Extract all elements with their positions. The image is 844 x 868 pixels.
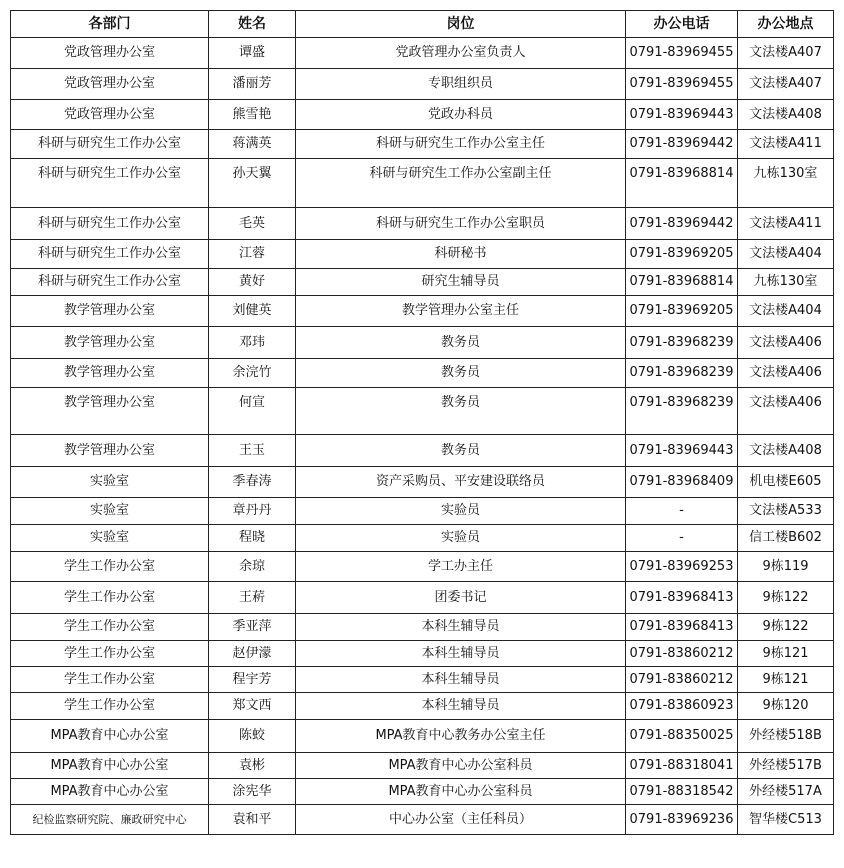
cell-department: 教学管理办公室	[11, 359, 209, 388]
cell-name: 邓玮	[209, 327, 296, 359]
cell-department: 学生工作办公室	[11, 667, 209, 693]
table-row	[11, 435, 834, 467]
cell-name: 王玉	[209, 435, 296, 467]
table-row	[11, 359, 834, 388]
cell-department: 教学管理办公室	[11, 388, 209, 435]
cell-location: 9栋121	[738, 641, 834, 667]
cell-department: 党政管理办公室	[11, 69, 209, 100]
cell-phone: 0791-83969205	[626, 296, 738, 327]
staff-directory	[10, 10, 834, 835]
cell-phone: 0791-83969205	[626, 240, 738, 269]
cell-location: 外经楼518B	[738, 720, 834, 753]
cell-location: 文法楼A408	[738, 100, 834, 130]
cell-position: 党政办科员	[296, 100, 626, 130]
table-row	[11, 641, 834, 667]
table-row	[11, 240, 834, 269]
cell-name: 江蓉	[209, 240, 296, 269]
cell-department: 纪检监察研究院、廉政研究中心	[11, 805, 209, 835]
table-row	[11, 130, 834, 159]
table-row	[11, 582, 834, 614]
cell-position: 教务员	[296, 359, 626, 388]
cell-position: 科研与研究生工作办公室职员	[296, 208, 626, 240]
cell-phone: -	[626, 525, 738, 552]
cell-position: 教学管理办公室主任	[296, 296, 626, 327]
cell-name: 孙天翼	[209, 159, 296, 208]
table-row	[11, 159, 834, 208]
header-location: 办公地点	[738, 11, 834, 38]
cell-phone: 0791-83969443	[626, 435, 738, 467]
cell-department: 科研与研究生工作办公室	[11, 208, 209, 240]
cell-location: 9栋120	[738, 693, 834, 720]
cell-phone: 0791-83860212	[626, 641, 738, 667]
cell-name: 程晓	[209, 525, 296, 552]
cell-name: 毛英	[209, 208, 296, 240]
cell-position: 科研与研究生工作办公室主任	[296, 130, 626, 159]
cell-department: MPA教育中心办公室	[11, 720, 209, 753]
cell-department: 科研与研究生工作办公室	[11, 269, 209, 296]
cell-location: 文法楼A411	[738, 208, 834, 240]
cell-department: 实验室	[11, 467, 209, 498]
cell-location: 9栋122	[738, 582, 834, 614]
cell-department: 实验室	[11, 498, 209, 525]
cell-name: 季亚萍	[209, 614, 296, 641]
cell-position: 教务员	[296, 327, 626, 359]
header-name: 姓名	[209, 11, 296, 38]
cell-department: 学生工作办公室	[11, 641, 209, 667]
header-position: 岗位	[296, 11, 626, 38]
header-department: 各部门	[11, 11, 209, 38]
cell-name: 谭盛	[209, 38, 296, 69]
cell-department: MPA教育中心办公室	[11, 753, 209, 779]
cell-position: 教务员	[296, 388, 626, 435]
cell-phone: 0791-83968413	[626, 582, 738, 614]
cell-position: 党政管理办公室负责人	[296, 38, 626, 69]
cell-department: 教学管理办公室	[11, 327, 209, 359]
cell-name: 涂宪华	[209, 779, 296, 805]
cell-location: 文法楼A533	[738, 498, 834, 525]
cell-department: 实验室	[11, 525, 209, 552]
cell-name: 章丹丹	[209, 498, 296, 525]
cell-location: 文法楼A406	[738, 327, 834, 359]
cell-position: 实验员	[296, 498, 626, 525]
cell-location: 外经楼517B	[738, 753, 834, 779]
table-row	[11, 38, 834, 69]
cell-phone: 0791-83968409	[626, 467, 738, 498]
cell-position: 教务员	[296, 435, 626, 467]
table-row	[11, 779, 834, 805]
table-row	[11, 208, 834, 240]
cell-name: 赵伊濛	[209, 641, 296, 667]
cell-name: 何宣	[209, 388, 296, 435]
cell-position: 本科生辅导员	[296, 667, 626, 693]
cell-name: 黄好	[209, 269, 296, 296]
cell-department: 学生工作办公室	[11, 582, 209, 614]
cell-position: 科研与研究生工作办公室副主任	[296, 159, 626, 208]
cell-location: 九栋130室	[738, 269, 834, 296]
cell-phone: 0791-83969442	[626, 130, 738, 159]
cell-department: 科研与研究生工作办公室	[11, 159, 209, 208]
cell-position: MPA教育中心办公室科员	[296, 779, 626, 805]
cell-phone: 0791-83969455	[626, 38, 738, 69]
cell-position: 本科生辅导员	[296, 693, 626, 720]
cell-position: 资产采购员、平安建设联络员	[296, 467, 626, 498]
cell-phone: 0791-88350025	[626, 720, 738, 753]
cell-department: 学生工作办公室	[11, 693, 209, 720]
cell-position: 实验员	[296, 525, 626, 552]
cell-location: 文法楼A407	[738, 38, 834, 69]
cell-phone: 0791-83968814	[626, 269, 738, 296]
cell-phone: 0791-83969442	[626, 208, 738, 240]
cell-location: 9栋119	[738, 552, 834, 582]
cell-location: 外经楼517A	[738, 779, 834, 805]
table-row	[11, 100, 834, 130]
cell-name: 陈蛟	[209, 720, 296, 753]
table-row	[11, 667, 834, 693]
cell-department: MPA教育中心办公室	[11, 779, 209, 805]
cell-position: 研究生辅导员	[296, 269, 626, 296]
table-row	[11, 805, 834, 835]
cell-name: 熊雪艳	[209, 100, 296, 130]
cell-name: 袁彬	[209, 753, 296, 779]
cell-location: 机电楼E605	[738, 467, 834, 498]
cell-name: 余浣竹	[209, 359, 296, 388]
table-row	[11, 327, 834, 359]
table-body	[11, 38, 834, 835]
table-row	[11, 614, 834, 641]
cell-position: MPA教育中心办公室科员	[296, 753, 626, 779]
cell-department: 科研与研究生工作办公室	[11, 130, 209, 159]
cell-location: 文法楼A404	[738, 240, 834, 269]
cell-position: MPA教育中心教务办公室主任	[296, 720, 626, 753]
cell-name: 王菥	[209, 582, 296, 614]
cell-position: 本科生辅导员	[296, 614, 626, 641]
cell-location: 文法楼A411	[738, 130, 834, 159]
cell-name: 郑文西	[209, 693, 296, 720]
table-row	[11, 467, 834, 498]
cell-position: 中心办公室（主任科员）	[296, 805, 626, 835]
cell-phone: 0791-88318041	[626, 753, 738, 779]
cell-location: 9栋122	[738, 614, 834, 641]
cell-department: 教学管理办公室	[11, 435, 209, 467]
table-row	[11, 388, 834, 435]
cell-phone: 0791-83968814	[626, 159, 738, 208]
table-row	[11, 296, 834, 327]
cell-position: 本科生辅导员	[296, 641, 626, 667]
cell-position: 科研秘书	[296, 240, 626, 269]
cell-location: 9栋121	[738, 667, 834, 693]
cell-name: 蒋满英	[209, 130, 296, 159]
table-row	[11, 269, 834, 296]
header-phone: 办公电话	[626, 11, 738, 38]
cell-phone: 0791-83969455	[626, 69, 738, 100]
cell-phone: 0791-83968239	[626, 359, 738, 388]
cell-name: 袁和平	[209, 805, 296, 835]
staff-table	[10, 10, 834, 835]
cell-department: 党政管理办公室	[11, 100, 209, 130]
cell-phone: -	[626, 498, 738, 525]
cell-phone: 0791-83860923	[626, 693, 738, 720]
cell-name: 潘丽芳	[209, 69, 296, 100]
cell-department: 党政管理办公室	[11, 38, 209, 69]
cell-location: 文法楼A406	[738, 359, 834, 388]
cell-department: 教学管理办公室	[11, 296, 209, 327]
table-row	[11, 693, 834, 720]
cell-location: 文法楼A404	[738, 296, 834, 327]
cell-phone: 0791-88318542	[626, 779, 738, 805]
cell-phone: 0791-83968239	[626, 388, 738, 435]
cell-department: 学生工作办公室	[11, 552, 209, 582]
cell-location: 智华楼C513	[738, 805, 834, 835]
table-row	[11, 69, 834, 100]
cell-name: 余琼	[209, 552, 296, 582]
header-row	[11, 11, 834, 38]
table-row	[11, 753, 834, 779]
cell-position: 学工办主任	[296, 552, 626, 582]
cell-phone: 0791-83969253	[626, 552, 738, 582]
cell-phone: 0791-83969443	[626, 100, 738, 130]
cell-position: 团委书记	[296, 582, 626, 614]
cell-name: 刘健英	[209, 296, 296, 327]
cell-name: 程宇芳	[209, 667, 296, 693]
table-row	[11, 552, 834, 582]
cell-location: 九栋130室	[738, 159, 834, 208]
table-row	[11, 525, 834, 552]
cell-location: 文法楼A408	[738, 435, 834, 467]
cell-location: 文法楼A406	[738, 388, 834, 435]
cell-location: 信工楼B602	[738, 525, 834, 552]
cell-department: 科研与研究生工作办公室	[11, 240, 209, 269]
cell-phone: 0791-83968239	[626, 327, 738, 359]
cell-phone: 0791-83968413	[626, 614, 738, 641]
cell-location: 文法楼A407	[738, 69, 834, 100]
table-row	[11, 720, 834, 753]
cell-name: 季春涛	[209, 467, 296, 498]
cell-position: 专职组织员	[296, 69, 626, 100]
table-row	[11, 498, 834, 525]
cell-department: 学生工作办公室	[11, 614, 209, 641]
cell-phone: 0791-83969236	[626, 805, 738, 835]
cell-phone: 0791-83860212	[626, 667, 738, 693]
